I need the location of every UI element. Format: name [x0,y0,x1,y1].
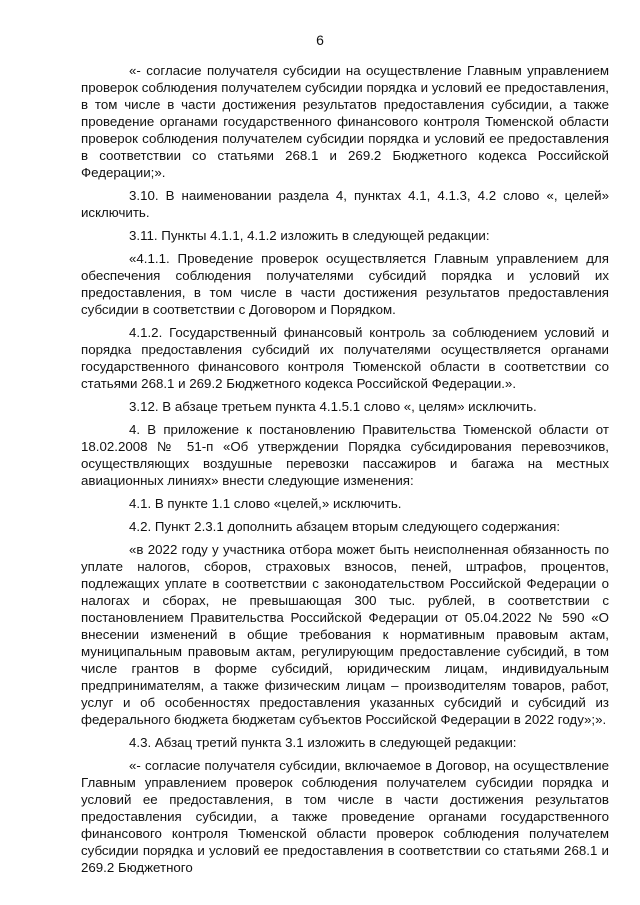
paragraph-4: 4. В приложение к постановлению Правительства Тюменской области от 18.02.2008 № 51-п «Об утверждении Порядка субсидирования перевозчиков, осуществляющих воздушные перевозки пассажиров и багажа на местных авиационных линиях» внести следующие изменения: [81,422,609,488]
paragraph-4-1-1: «4.1.1. Проведение проверок осуществляется Главным управлением для обеспечения соблюдения получателями субсидий порядка и условий их предоставления, в том числе в части достижения результатов предоставления субсидии в соответствии с Договором и Порядком. [81,251,609,317]
page-number: 6 [316,32,324,48]
paragraph-4-1: 4.1. В пункте 1.1 слово «целей,» исключить. [129,496,402,511]
document-body [81,62,609,882]
paragraph-3-11: 3.11. Пункты 4.1.1, 4.1.2 изложить в следующей редакции: [129,228,490,243]
paragraph-consent-clause-2: «- согласие получателя субсидии, включаемое в Договор, на осуществление Главным управлением проверок соблюдения получателем субсидии порядка и условий ее предоставления, в том числе в части достижения результатов предоставления субсидии, а также проведение органами государственного финансового контроля Тюменской области проверок соблюдения получателем субсидии порядка и условий ее предоставления в соответствии со статьями 268.1 и 269.2 Бюджетного [81,758,609,875]
paragraph-4-2: 4.2. Пункт 2.3.1 дополнить абзацем вторым следующего содержания: [129,519,561,534]
paragraph-3-10: 3.10. В наименовании раздела 4, пунктах 4.1, 4.1.3, 4.2 слово «, целей» исключить. [81,188,609,220]
paragraph-2022-clause: «в 2022 году у участника отбора может быть неисполненная обязанность по уплате налогов, сборов, страховых взносов, пеней, штрафов, процентов, подлежащих уплате в соответствии с законодательством Российской Федерации о налогах и сборах, не превышающая 300 тыс. рублей, в соответствии с постановлением Правительства Российской Федерации от 05.04.2022 № 590 «О внесении изменений в общие требования к нормативным правовым актам, муниципальным правовым актам, регулирующим предоставление субсидий, в том числе грантов в форме субсидий, юридическим лицам, индивидуальным предпринимателям, а также физическим лицам – производителям товаров, работ, услуг и об особенностях предоставления указанных субсидий и субсидий из федерального бюджета бюджетам субъектов Российской Федерации в 2022 году»;». [81,542,609,727]
paragraph-4-3: 4.3. Абзац третий пункта 3.1 изложить в следующей редакции: [129,735,517,750]
paragraph-3-12: 3.12. В абзаце третьем пункта 4.1.5.1 слово «, целям» исключить. [129,399,537,414]
paragraph-4-1-2: 4.1.2. Государственный финансовый контроль за соблюдением условий и порядка предоставления субсидий их получателями осуществляется органами государственного финансового контроля Тюменской области в соответствии со статьями 268.1 и 269.2 Бюджетного кодекса Российской Федерации.». [81,325,609,391]
paragraph-consent-clause: «- согласие получателя субсидии на осуществление Главным управлением проверок соблюдения получателем субсидии порядка и условий ее предоставления, в том числе в части достижения результатов предоставления субсидии, а также проведение органами государственного финансового контроля Тюменской области проверок соблюдения получателем субсидии порядка и условий ее предоставления в соответствии со статьями 268.1 и 269.2 Бюджетного кодекса Российской Федерации;». [81,63,609,180]
